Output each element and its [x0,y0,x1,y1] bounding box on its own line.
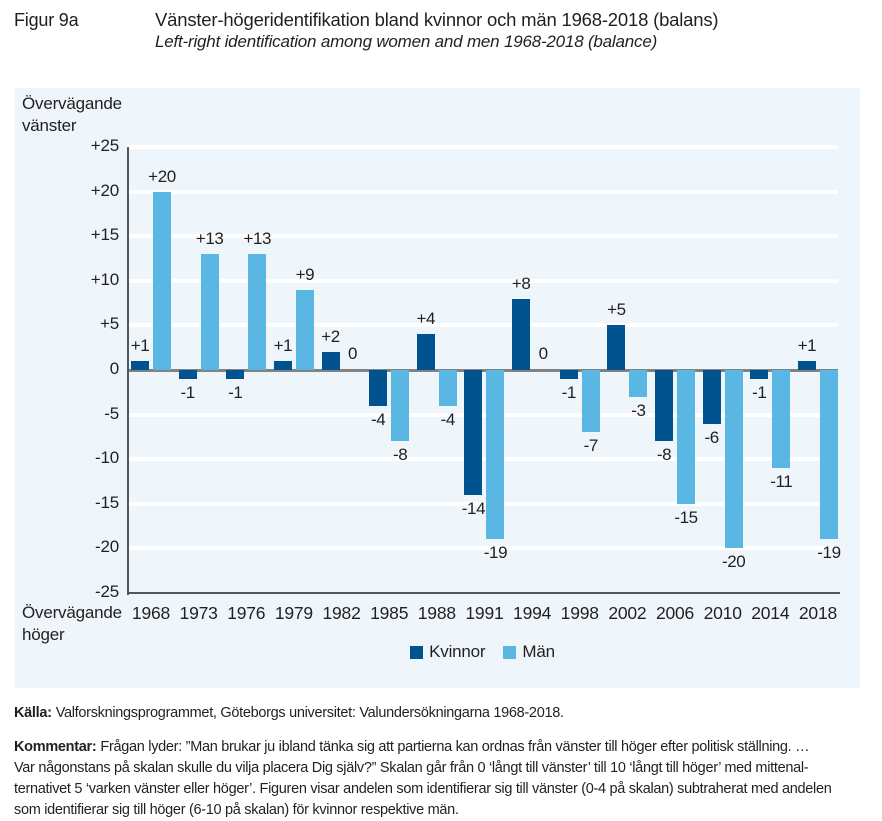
comment-line: som identifierar sig till höger (6-10 på skalan) för kvinnor respektive män. [14,802,459,818]
comment-line [14,737,832,758]
label-kvinnor-1991: -14 [461,498,486,518]
x-label-2014: 2014 [751,603,790,623]
bar-kvinnor-1988 [417,334,435,370]
label-man-1998: -7 [583,436,598,456]
gridline-20 [127,190,838,194]
label-man-2010: -20 [721,552,746,572]
bar-kvinnor-1985 [369,370,387,406]
label-kvinnor-1973: -1 [180,382,195,402]
x-label-1994: 1994 [513,603,552,623]
bar-kvinnor-1998 [560,370,578,379]
y-axis-bottom-label [22,602,122,646]
x-label-2018: 2018 [798,603,838,623]
bar-man-1998 [582,370,600,432]
label-kvinnor-1982: +2 [321,327,340,347]
y-axis-line [127,147,129,595]
bar-kvinnor-1979 [274,361,292,370]
gridline-5 [127,323,838,327]
x-label-2006: 2006 [655,603,695,623]
bar-man-2014 [772,370,790,468]
bar-man-1968 [153,192,171,370]
x-label-1988: 1988 [417,603,456,623]
label-man-1968: +20 [148,166,176,186]
label-man-1994: 0 [538,344,548,363]
label-kvinnor-1979: +1 [273,336,293,356]
y-tick-+15: +15 [90,225,119,245]
legend-item-man [503,642,554,662]
bar-kvinnor-1973 [179,370,197,379]
bar-kvinnor-2010 [703,370,721,424]
figure-subtitle: Left-right identification among women and men 1968-2018 (balance) [155,32,658,51]
label-man-1973: +13 [195,229,224,249]
figure-label: Figur 9a [14,10,79,30]
label-kvinnor-1988: +4 [416,309,436,329]
label-man-1988: -4 [440,409,455,429]
label-kvinnor-2002: +5 [607,300,626,320]
comment-text: Frågan lyder: ”Man brukar ju ibland tänka sig att partierna kan ordnas från vänster till höger efter politisk ställning. … [100,739,810,755]
legend-label-kvinnor: Kvinnor [429,642,486,661]
gridline-15 [127,234,838,238]
legend-label-man: Män [522,642,555,661]
y-axis-bottom-label-line1: Övervägande [22,603,122,622]
x-label-1985: 1985 [370,603,409,623]
x-label-2002: 2002 [608,603,647,623]
bar-kvinnor-2002 [607,325,625,370]
y-tick-+5: +5 [100,314,119,334]
label-kvinnor-1968: +1 [130,336,150,356]
gridline-10 [127,279,838,283]
gridline-25 [127,145,838,149]
figure-title: Vänster-högeridentifikation bland kvinnor och män 1968-2018 (balans) [155,9,719,30]
bar-man-1985 [391,370,409,441]
label-kvinnor-2006: -8 [656,445,672,465]
y-axis-bottom-label-line2: höger [22,625,65,644]
label-kvinnor-1976: -1 [228,382,243,402]
label-man-2002: -3 [631,400,646,420]
y-axis-top-label-line2: vänster [22,116,77,135]
x-label-1982: 1982 [322,603,361,623]
source-text: Valforskningsprogrammet, Göteborgs universitet: Valundersökningarna 1968-2018. [55,705,564,721]
legend-item-kvinnor [410,642,485,662]
y-tick--10: -10 [95,448,119,468]
bar-kvinnor-2014 [750,370,768,379]
bar-man-2018 [820,370,838,539]
label-man-1982: 0 [348,344,358,363]
source-line [14,703,564,724]
x-label-1968: 1968 [131,603,171,623]
legend-swatch-kvinnor [410,646,423,659]
bar-man-2002 [629,370,647,397]
label-man-1985: -8 [393,445,408,465]
y-tick-+20: +20 [90,180,119,200]
label-kvinnor-2018: +1 [797,336,817,356]
x-label-1998: 1998 [560,603,599,623]
y-tick-+10: +10 [90,269,119,289]
bar-kvinnor-1968 [131,361,149,370]
x-axis-line [127,592,840,594]
comment-line: Var någonstans på skalan skulle du vilja placera Dig själv?” Skalan går från 0 ‘långt till vänster’ till 10 ‘långt till höger’ med mittenal- [14,760,809,776]
x-label-1979: 1979 [274,603,313,623]
x-label-1976: 1976 [227,603,266,623]
y-tick-+25: +25 [90,136,119,155]
label-kvinnor-1994: +8 [511,273,531,293]
comment-block [14,737,832,821]
chart-panel [15,88,860,688]
label-kvinnor-1998: -1 [561,382,576,402]
bar-kvinnor-1991 [464,370,482,495]
label-man-1976: +13 [243,229,272,249]
bar-man-1973 [201,254,219,370]
label-kvinnor-1985: -4 [371,409,386,429]
y-axis-top-label [22,93,122,137]
legend-swatch-man [503,646,516,659]
comment-line: ternativet 5 ‘varken vänster eller höger’. Figuren visar andelen som identifierar sig till vänster (0-4 på skalan) subtraherat med andelen [14,781,832,797]
x-label-1973: 1973 [179,603,218,623]
legend [127,642,838,662]
bar-kvinnor-2018 [798,361,816,370]
bar-man-1988 [439,370,457,406]
y-tick--20: -20 [95,537,119,557]
y-tick--15: -15 [95,492,119,512]
label-man-2014: -11 [770,472,793,492]
source-label: Källa: [14,705,52,721]
bar-kvinnor-2006 [655,370,673,441]
label-man-2018: -19 [817,543,841,563]
y-tick-0: 0 [109,359,119,378]
label-man-1979: +9 [295,264,315,284]
bar-man-1991 [486,370,504,539]
label-kvinnor-2014: -1 [752,382,767,402]
x-label-2010: 2010 [703,603,742,623]
label-man-1991: -19 [483,543,508,563]
comment-label: Kommentar: [14,739,97,755]
y-tick--5: -5 [104,403,119,423]
x-label-1991: 1991 [465,603,504,623]
label-kvinnor-2010: -6 [704,427,719,447]
bar-kvinnor-1976 [226,370,244,379]
y-axis-top-label-line1: Övervägande [22,94,122,113]
y-tick--25: -25 [95,582,119,601]
label-man-2006: -15 [674,507,698,527]
